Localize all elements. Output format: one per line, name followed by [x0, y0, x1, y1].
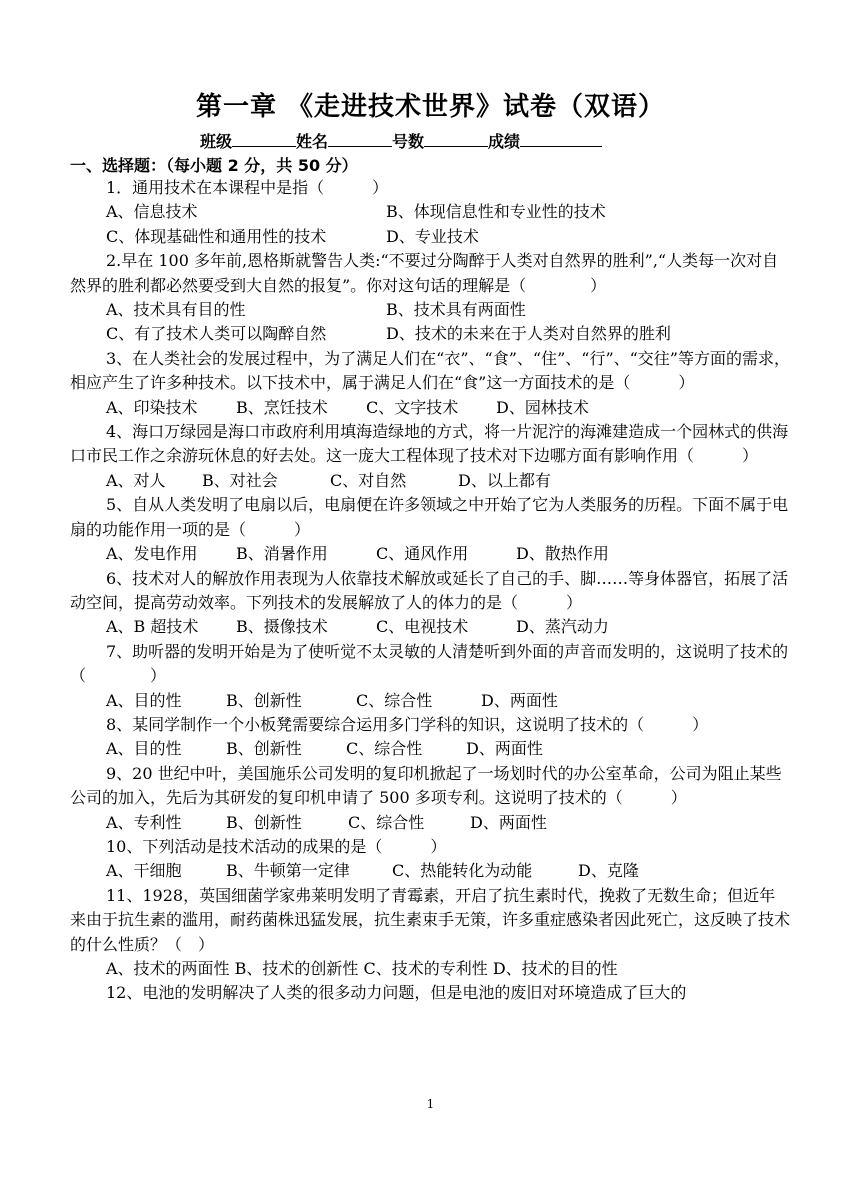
question-list — [70, 176, 805, 1006]
option-choice: A、对人 — [106, 470, 166, 490]
option-row — [70, 689, 790, 713]
question-text: 9、20 世纪中叶，美国施乐公司发明的复印机掀起了一场划时代的办公室革命，公司为阻止某些公司的加入，先后为其研发的复印机申请了 500 多项专利。这说明了技术的（ ） — [70, 763, 782, 808]
class-blank[interactable] — [232, 132, 296, 147]
question-text: 11、1928，英国细菌学家弗莱明发明了青霉素，开启了抗生素时代，挽救了无数生命；但近年来由于抗生素的滥用，耐药菌株迅猛发展，抗生素束手无策，许多重症感染者因此死亡，这反映了技术的什么性质？（ ） — [70, 885, 791, 954]
option-choice: D、专业技术 — [386, 226, 479, 246]
option-choice: B、技术具有两面性 — [386, 300, 526, 320]
option-choice: A、技术的两面性 B、技术的创新性 C、技术的专利性 D、技术的目的性 — [106, 959, 618, 978]
option-choice: B、摄像技术 — [236, 617, 328, 637]
option-choice: A、印染技术 — [106, 397, 198, 417]
option-choice: D、克隆 — [578, 861, 639, 881]
option-row — [70, 322, 790, 346]
option-choice: D、技术的未来在于人类对自然界的胜利 — [386, 324, 671, 344]
question-text: 3、在人类社会的发展过程中，为了满足人们在“衣”、“食”、“住”、“行”、“交往”等方面的需求，相应产生了许多种技术。以下技术中，属于满足人们在“食”这一方面技术的是（ ） — [70, 348, 790, 393]
question-text: 4、海口万绿园是海口市政府利用填海造绿地的方式，将一片泥泞的海滩建造成一个园林式的供海口市民工作之余游玩休息的好去处。这一庞大工程体现了技术对下边哪方面有影响作用（ ） — [70, 422, 789, 466]
option-choice: C、电视技术 — [376, 617, 469, 637]
option-choice: D、蒸汽动力 — [516, 617, 609, 637]
option-choice: A、目的性 — [106, 690, 182, 710]
question-text: 10、下列活动是技术活动的成果的是（ ） — [106, 836, 447, 856]
number-label: 号数 — [392, 132, 425, 151]
score-label: 成绩 — [488, 132, 521, 151]
option-choice: C、体现基础性和通用性的技术 — [106, 226, 327, 246]
option-row — [70, 298, 790, 322]
option-choice: A、信息技术 — [106, 202, 198, 222]
option-row — [70, 396, 790, 420]
option-choice: A、技术具有目的性 — [106, 300, 246, 320]
option-row — [70, 957, 790, 981]
option-choice: C、综合性 — [348, 812, 425, 832]
option-row — [70, 200, 790, 224]
option-choice: C、对自然 — [330, 470, 407, 490]
question-text: 6、技术对人的解放作用表现为人依靠技术解放或延长了自己的手、脚……等身体器官，拓展了活动空间，提高劳动效率。下列技术的发展解放了人的体力的是（ ） — [70, 568, 789, 612]
option-choice: C、通风作用 — [376, 544, 469, 564]
option-row — [70, 542, 790, 566]
option-row — [70, 469, 790, 493]
option-row — [70, 811, 790, 835]
option-choice: D、两面性 — [466, 739, 543, 759]
option-choice: C、综合性 — [356, 690, 433, 710]
student-info-line — [200, 129, 720, 152]
option-row — [70, 615, 790, 639]
option-choice: C、文字技术 — [366, 397, 459, 417]
page-number: 1 — [426, 1097, 435, 1111]
option-choice: D、散热作用 — [516, 544, 609, 564]
question-text: 8、某同学制作一个小板凳需要综合运用多门学科的知识，这说明了技术的（ ） — [106, 714, 709, 734]
option-choice: A、专利性 — [106, 812, 182, 832]
question-text: 12、电池的发明解决了人类的很多动力问题，但是电池的废旧对环境造成了巨大的 — [106, 983, 687, 1003]
option-choice: A、B 超技术 — [106, 617, 199, 637]
option-row — [70, 225, 790, 249]
option-choice: A、目的性 — [106, 739, 182, 759]
option-choice: D、两面性 — [481, 690, 558, 710]
question-text: 7、助听器的发明开始是为了使听觉不太灵敏的人清楚听到外面的声音而发明的，这说明了技术的 （ ） — [70, 641, 805, 686]
option-choice: C、有了技术人类可以陶醉自然 — [106, 324, 327, 344]
question-text: 1．通用技术在本课程中是指（ ） — [106, 178, 389, 197]
option-row — [70, 737, 790, 761]
option-choice: B、对社会 — [202, 470, 278, 490]
score-blank[interactable] — [520, 132, 602, 147]
option-choice: A、干细胞 — [106, 861, 182, 881]
option-choice: B、消暑作用 — [236, 544, 328, 564]
option-choice: B、创新性 — [226, 739, 302, 759]
option-choice: D、两面性 — [470, 812, 547, 832]
option-choice: C、综合性 — [346, 739, 423, 759]
option-choice: C、热能转化为动能 — [392, 861, 533, 881]
question-text: 5、自从人类发明了电扇以后，电扇便在许多领域之中开始了它为人类服务的历程。下面不属于电扇的功能作用一项的是（ ） — [70, 495, 789, 539]
class-label: 班级 — [200, 132, 233, 151]
name-blank[interactable] — [328, 132, 392, 147]
option-choice: D、以上都有 — [458, 470, 551, 490]
name-label: 姓名 — [296, 132, 329, 151]
section-heading: 一、选择题：（每小题 2 分，共 50 分） — [70, 156, 358, 175]
page-title: 第一章 《走进技术世界》试卷（双语） — [195, 92, 666, 122]
option-choice: B、牛顿第一定律 — [226, 861, 350, 881]
option-row — [70, 859, 790, 883]
option-choice: B、创新性 — [226, 690, 302, 710]
option-choice: D、园林技术 — [496, 397, 589, 417]
option-choice: B、烹饪技术 — [236, 397, 328, 417]
option-choice: B、创新性 — [226, 812, 302, 832]
question-text: 2.早在 100 多年前,恩格斯就警告人类:“不要过分陶醉于人类对自然界的胜利”,“人类每一次对自然界的胜利都必然要受到大自然的报复”。你对这句话的理解是（ ） — [70, 251, 779, 295]
number-blank[interactable] — [424, 132, 488, 147]
option-choice: A、发电作用 — [106, 544, 198, 564]
option-choice: B、体现信息性和专业性的技术 — [386, 202, 606, 222]
